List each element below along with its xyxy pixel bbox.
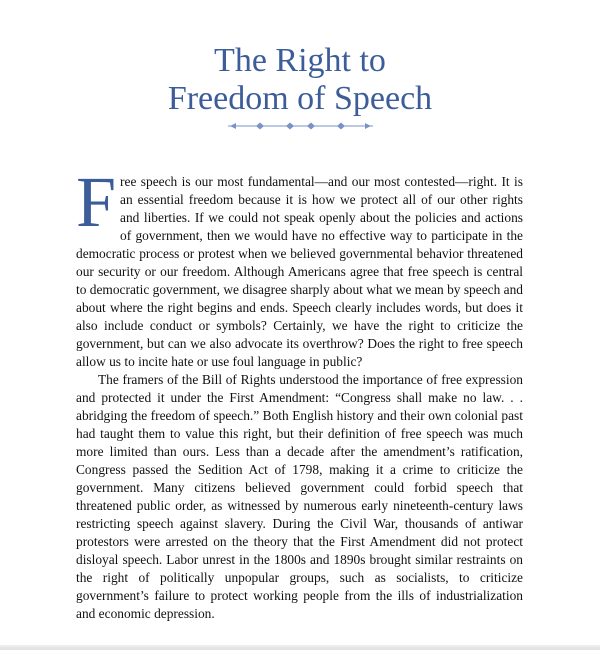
- paragraph-2: [76, 371, 523, 623]
- page-bottom-edge: [0, 645, 600, 650]
- page-title: [0, 42, 600, 118]
- article-body: [76, 162, 523, 623]
- divider-ornament-icon: [228, 119, 373, 133]
- drop-cap: F: [76, 162, 117, 242]
- paragraph-1-text: ree speech is our most fundamental—and our most contested—right. It is an essential freedom because it is how we protect all of our other rights and liberties. If we could not speak openly about the policies and actions of government, then we would have no effective way to participate in the democratic process or protest when we believed governmental behavior threatened our security or our freedom. Although Americans agree that free speech is central to democratic government, we disagree sharply about what we mean by speech and about where the right begins and ends. Speech clearly includes words, but does it also include conduct or symbols? Certainly, we have the right to criticize the government, but can we also advocate its overthrow? Does the right to free speech allow us to incite hate or use foul language in public?: [76, 174, 523, 369]
- title-line-2: Freedom of Speech: [167, 80, 433, 117]
- title-line-1: The Right to: [214, 42, 386, 79]
- paragraph-2-text: The framers of the Bill of Rights understood the importance of free expression and protected it under the First Amendment: “Congress shall make no law. . . abridging the freedom of speech.” Both English history and their own colonial past had taught them to value this right, but their definition of free speech was much more limited than ours. Less than a decade after the amendment’s ratification, Congress passed the Sedition Act of 1798, making it a crime to criticize the government. Many citizens believed government could forbid speech that threatened public order, as witnessed by numerous early nineteenth-century laws restricting speech against slavery. During the Civil War, thousands of antiwar protestors were arrested on the theory that the First Amendment did not protect disloyal speech. Labor unrest in the 1800s and 1890s brought similar restraints on the right of politically unpopular groups, such as socialists, to criticize government’s failure to protect working people from the ills of industrialization and economic depression.: [76, 372, 523, 621]
- paragraph-1: [76, 162, 523, 371]
